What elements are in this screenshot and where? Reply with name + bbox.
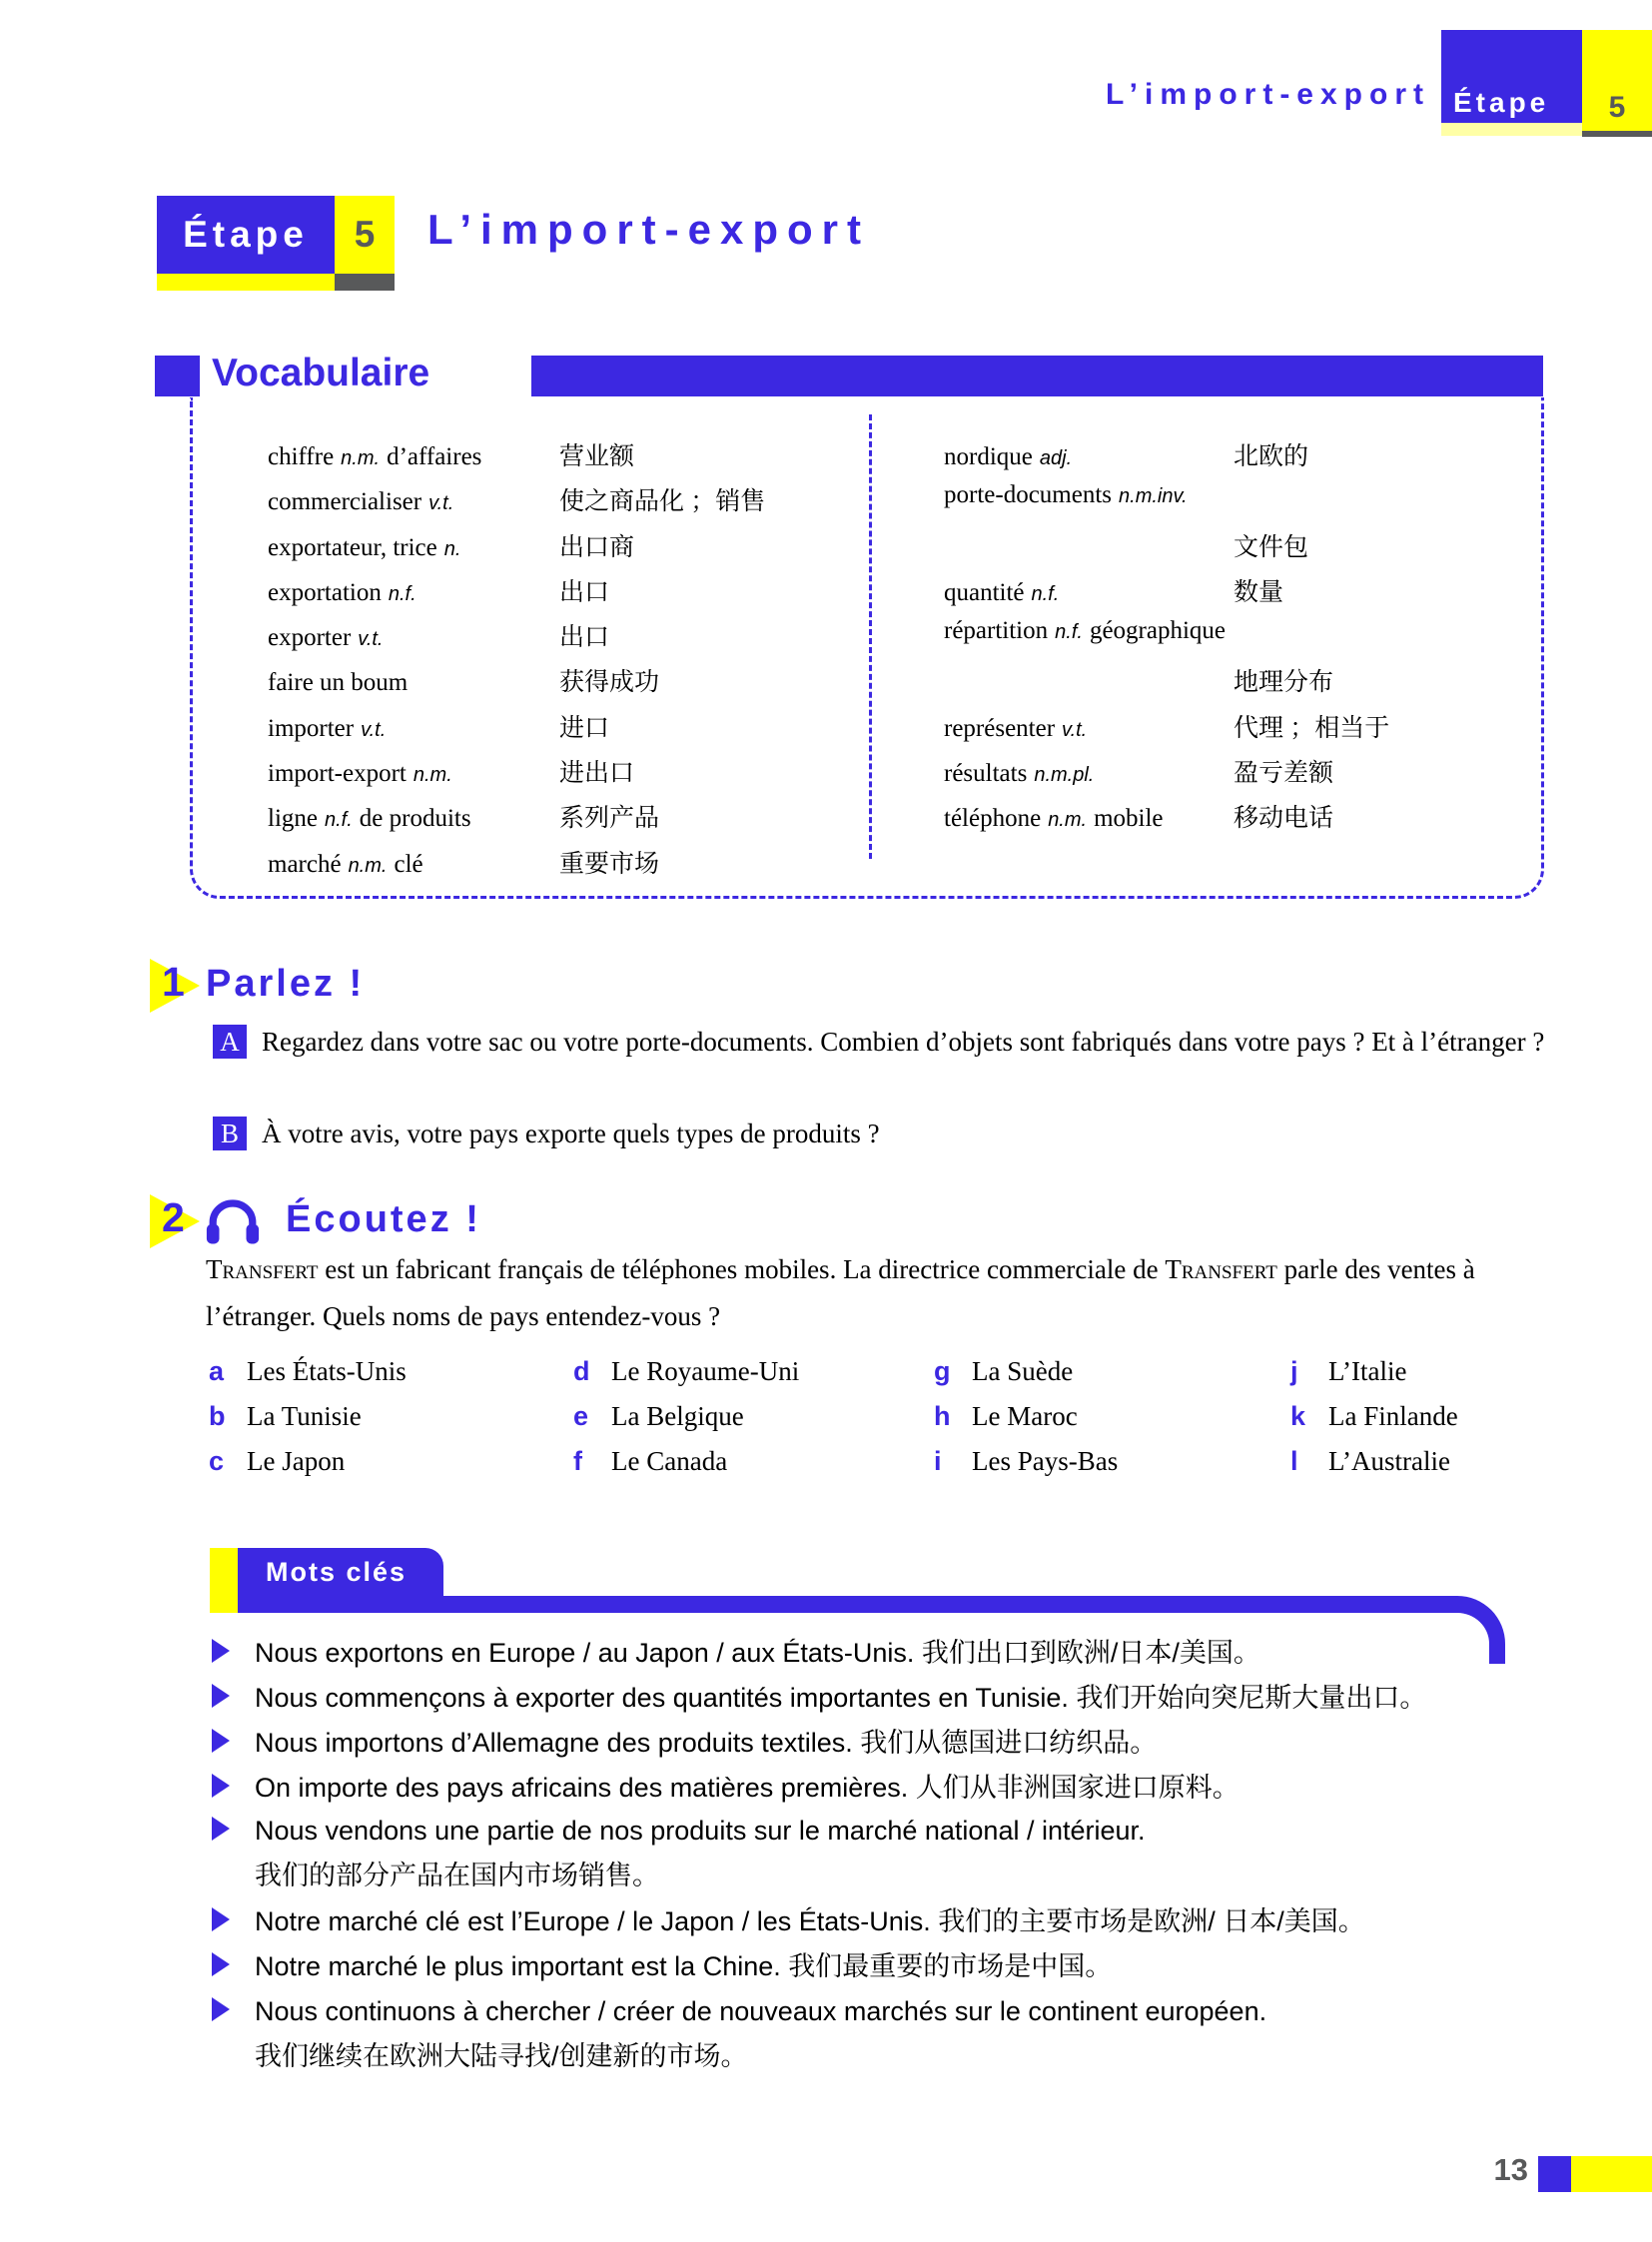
running-header-number-tab xyxy=(1582,30,1652,131)
motscles-rule-bar xyxy=(238,1596,1446,1613)
vocab-pos: n. xyxy=(443,537,461,560)
country-name: Les États-Unis xyxy=(247,1356,407,1386)
section2-title: Écoutez ! xyxy=(286,1198,481,1240)
vocab-pos: n.f. xyxy=(1031,582,1060,605)
title-number-box xyxy=(335,196,395,274)
key-phrase: On importe des pays africains des matières premières. 人们从非洲国家进口原料。 xyxy=(255,1773,1239,1803)
vocab-entry xyxy=(944,436,1389,481)
country-letter: h xyxy=(934,1401,951,1431)
country-name: L’Australie xyxy=(1328,1446,1450,1476)
key-phrase: Nous importons d’Allemagne des produits textiles. 我们从德国进口纺织品。 xyxy=(255,1728,1158,1758)
country-item xyxy=(1290,1401,1458,1446)
country-letter: i xyxy=(934,1446,942,1476)
vocab-entry xyxy=(944,662,1389,707)
vocab-entry xyxy=(268,481,765,526)
vocab-entry xyxy=(268,662,765,707)
vocab-entry xyxy=(944,708,1389,753)
title-yellow-strip xyxy=(157,274,335,291)
bullet-triangle-icon xyxy=(212,1997,230,2021)
bullet-triangle-icon xyxy=(212,1639,230,1663)
bullet-triangle-icon xyxy=(212,1684,230,1708)
vocab-fr: faire un boum xyxy=(268,669,409,697)
vocab-fr2: de produits xyxy=(359,805,471,833)
country-name: La Tunisie xyxy=(247,1401,362,1431)
vocab-fr: représenter xyxy=(944,714,1056,742)
country-item xyxy=(934,1401,1118,1446)
vocab-zh: 文件包 xyxy=(1234,533,1309,561)
country-column-3 xyxy=(934,1356,1118,1491)
vocab-fr: quantité xyxy=(944,578,1025,606)
running-header-dark-strip xyxy=(1582,131,1652,137)
section1-number: 1 xyxy=(162,959,185,1005)
vocab-pos: n.m.inv. xyxy=(1119,485,1188,508)
vocabulary-left-column xyxy=(268,436,765,889)
vocab-fr2: d’affaires xyxy=(387,443,482,470)
item-a-badge xyxy=(213,1025,247,1059)
section2-number: 2 xyxy=(162,1194,185,1240)
vocab-zh: 进出口 xyxy=(559,760,635,788)
vocab-fr: résultats xyxy=(944,760,1028,788)
vocab-zh: 盈亏差额 xyxy=(1234,760,1334,788)
running-header-etape-tab xyxy=(1441,30,1582,123)
section2-paragraph xyxy=(206,1246,1549,1340)
vocab-fr: exportation xyxy=(268,578,382,606)
vocab-pos: n.f. xyxy=(1055,621,1083,644)
vocab-entry xyxy=(268,708,765,753)
vocab-fr: exportateur, trice xyxy=(268,533,437,561)
key-phrase: Notre marché clé est l’Europe / le Japon / les États-Unis. 我们的主要市场是欧洲/ 日本/美国。 xyxy=(255,1906,1365,1936)
country-letter: a xyxy=(209,1356,225,1386)
vocab-pos: v.t. xyxy=(1062,718,1088,741)
brand-name: Transfert xyxy=(1165,1254,1277,1284)
motscles-curve-hook xyxy=(1443,1596,1505,1664)
vocab-pos: v.t. xyxy=(428,492,454,515)
bullet-triangle-icon xyxy=(212,1952,230,1976)
vocab-zh: 出口商 xyxy=(559,533,635,561)
vocab-pos: adj. xyxy=(1039,447,1073,469)
country-column-2 xyxy=(573,1356,799,1491)
country-item xyxy=(934,1356,1118,1401)
country-item xyxy=(209,1446,407,1491)
vocabulary-right-column xyxy=(944,436,1389,844)
country-letter: d xyxy=(573,1356,590,1386)
motscles-yellow-bar xyxy=(210,1548,238,1613)
country-item xyxy=(573,1446,799,1491)
bullet-triangle-icon xyxy=(212,1907,230,1931)
country-item xyxy=(209,1356,407,1401)
vocab-zh: 出口 xyxy=(559,578,610,606)
vocab-entry xyxy=(268,436,765,481)
running-header-pale-strip xyxy=(1441,123,1582,136)
country-item xyxy=(573,1401,799,1446)
country-item xyxy=(1290,1356,1458,1401)
vocab-pos: n.m. xyxy=(348,854,388,877)
vocab-zh: 北欧的 xyxy=(1234,443,1309,470)
key-phrase: Nous vendons une partie de nos produits sur le marché national / intérieur. xyxy=(255,1816,1146,1846)
vocabulary-column-divider xyxy=(869,414,872,859)
country-letter: c xyxy=(209,1446,225,1476)
vocab-zh: 代理 ；相当于 xyxy=(1234,714,1390,742)
key-phrase: Nous exportons en Europe / au Japon / aux États-Unis. 我们出口到欧洲/日本/美国。 xyxy=(255,1638,1260,1668)
vocab-zh: 使之商品化 ；销售 xyxy=(559,488,766,516)
item-a-letter: A xyxy=(220,1026,240,1057)
vocab-fr: marché xyxy=(268,850,342,878)
title-etape-label: Étape xyxy=(183,214,309,255)
country-column-1 xyxy=(209,1356,407,1491)
vocab-entry xyxy=(944,753,1389,798)
page-number: 13 xyxy=(1493,2152,1528,2187)
footer-blue-square xyxy=(1538,2156,1571,2192)
key-phrase-continuation: 我们的部分产品在国内市场销售。 xyxy=(255,1861,659,1890)
country-name: Les Pays-Bas xyxy=(972,1446,1119,1476)
vocabulary-bullet-square xyxy=(155,356,200,396)
vocab-entry xyxy=(268,844,765,889)
vocab-fr: téléphone xyxy=(944,805,1042,833)
vocab-pos: v.t. xyxy=(358,628,384,651)
vocab-fr: importer xyxy=(268,714,355,742)
vocab-zh: 系列产品 xyxy=(559,805,660,833)
key-phrase: Notre marché le plus important est la Chine. 我们最重要的市场是中国。 xyxy=(255,1951,1113,1981)
item-a-text: Regardez dans votre sac ou votre porte-documents. Combien d’objets sont fabriqués dans votre pays ? Et à l’étranger ? xyxy=(262,1027,1545,1057)
vocab-pos: n.m.pl. xyxy=(1034,764,1095,787)
vocab-fr: chiffre xyxy=(268,443,335,470)
vocab-fr: import-export xyxy=(268,760,407,788)
vocab-pos: n.m. xyxy=(341,447,381,469)
bullet-triangle-icon xyxy=(212,1774,230,1798)
paragraph-segment: est un fabricant français de téléphones mobiles. La directrice commerciale de xyxy=(318,1254,1166,1284)
bullet-triangle-icon xyxy=(212,1817,230,1841)
vocab-zh: 地理分布 xyxy=(1234,669,1334,697)
footer-yellow-bar xyxy=(1571,2156,1652,2192)
vocab-zh: 重要市场 xyxy=(559,850,660,878)
vocab-fr: commercialiser xyxy=(268,488,422,516)
vocab-entry xyxy=(268,572,765,617)
vocabulary-header-bar xyxy=(531,356,1543,396)
section1-title: Parlez ! xyxy=(206,963,366,1005)
country-letter: f xyxy=(573,1446,582,1476)
vocab-entry xyxy=(268,527,765,572)
country-name: Le Japon xyxy=(247,1446,346,1476)
key-phrase: Nous continuons à chercher / créer de nouveaux marchés sur le continent européen. xyxy=(255,1996,1267,2026)
motscles-title: Mots clés xyxy=(266,1556,408,1587)
vocab-fr: ligne xyxy=(268,805,318,833)
country-name: Le Maroc xyxy=(972,1401,1078,1431)
vocab-fr: répartition xyxy=(944,617,1049,645)
key-phrase: Nous commençons à exporter des quantités importantes en Tunisie. 我们开始向突尼斯大量出口。 xyxy=(255,1683,1427,1713)
vocab-pos: n.f. xyxy=(325,809,353,832)
vocab-entry xyxy=(268,753,765,798)
vocabulary-section-title: Vocabulaire xyxy=(212,352,430,394)
vocab-fr: porte-documents xyxy=(944,481,1113,509)
country-letter: g xyxy=(934,1356,951,1386)
vocab-entry xyxy=(944,481,1389,526)
vocab-entry xyxy=(944,617,1389,662)
vocab-zh: 移动电话 xyxy=(1234,805,1334,833)
key-phrase-continuation: 我们继续在欧洲大陆寻找/创建新的市场。 xyxy=(255,2041,748,2071)
vocab-fr2: clé xyxy=(394,850,423,878)
country-letter: l xyxy=(1290,1446,1298,1476)
country-column-4 xyxy=(1290,1356,1458,1491)
vocab-zh: 数量 xyxy=(1234,578,1284,606)
country-letter: e xyxy=(573,1401,589,1431)
country-name: Le Royaume-Uni xyxy=(611,1356,800,1386)
vocab-fr: nordique xyxy=(944,443,1033,470)
title-etape-box xyxy=(157,196,335,274)
page-title: L’import-export xyxy=(427,206,871,253)
country-letter: j xyxy=(1290,1356,1298,1386)
item-b-text: À votre avis, votre pays exporte quels types de produits ? xyxy=(262,1119,880,1148)
vocab-pos: n.m. xyxy=(413,764,452,787)
country-name: La Belgique xyxy=(611,1401,744,1431)
vocab-fr2: géographique xyxy=(1089,617,1226,645)
country-name: Le Canada xyxy=(611,1446,728,1476)
paragraph-segment: parle des ventes à l’étranger. Quels noms de pays entendez-vous ? xyxy=(206,1254,1475,1331)
country-item xyxy=(1290,1446,1458,1491)
item-b-badge xyxy=(213,1117,247,1150)
bullet-triangle-icon xyxy=(212,1729,230,1753)
vocab-zh: 出口 xyxy=(559,624,610,652)
headphones-icon xyxy=(206,1196,260,1251)
vocab-zh: 营业额 xyxy=(559,443,635,470)
running-header-title: L’import-export xyxy=(1105,78,1430,111)
country-name: La Finlande xyxy=(1328,1401,1458,1431)
country-letter: k xyxy=(1290,1401,1306,1431)
motscles-tab xyxy=(238,1548,443,1596)
title-dark-strip xyxy=(335,274,395,291)
vocab-pos: n.f. xyxy=(388,582,416,605)
vocab-fr: exporter xyxy=(268,624,352,652)
country-item xyxy=(209,1401,407,1446)
running-header-etape-number: 5 xyxy=(1608,91,1626,124)
brand-name: Transfert xyxy=(206,1254,319,1284)
vocab-entry xyxy=(268,617,765,662)
title-etape-number: 5 xyxy=(354,214,376,255)
vocab-zh: 获得成功 xyxy=(559,669,660,697)
item-b-letter: B xyxy=(220,1118,239,1148)
vocab-entry xyxy=(944,572,1389,617)
vocab-entry xyxy=(268,798,765,843)
vocab-pos: v.t. xyxy=(361,718,387,741)
country-item xyxy=(934,1446,1118,1491)
vocab-entry xyxy=(944,527,1389,572)
running-header-etape-label: Étape xyxy=(1453,87,1550,118)
country-item xyxy=(573,1356,799,1401)
country-name: La Suède xyxy=(972,1356,1074,1386)
country-name: L’Italie xyxy=(1328,1356,1407,1386)
vocab-zh: 进口 xyxy=(559,714,610,742)
country-letter: b xyxy=(209,1401,226,1431)
vocab-pos: n.m. xyxy=(1048,809,1088,832)
vocab-entry xyxy=(944,798,1389,843)
vocab-fr2: mobile xyxy=(1094,805,1164,833)
